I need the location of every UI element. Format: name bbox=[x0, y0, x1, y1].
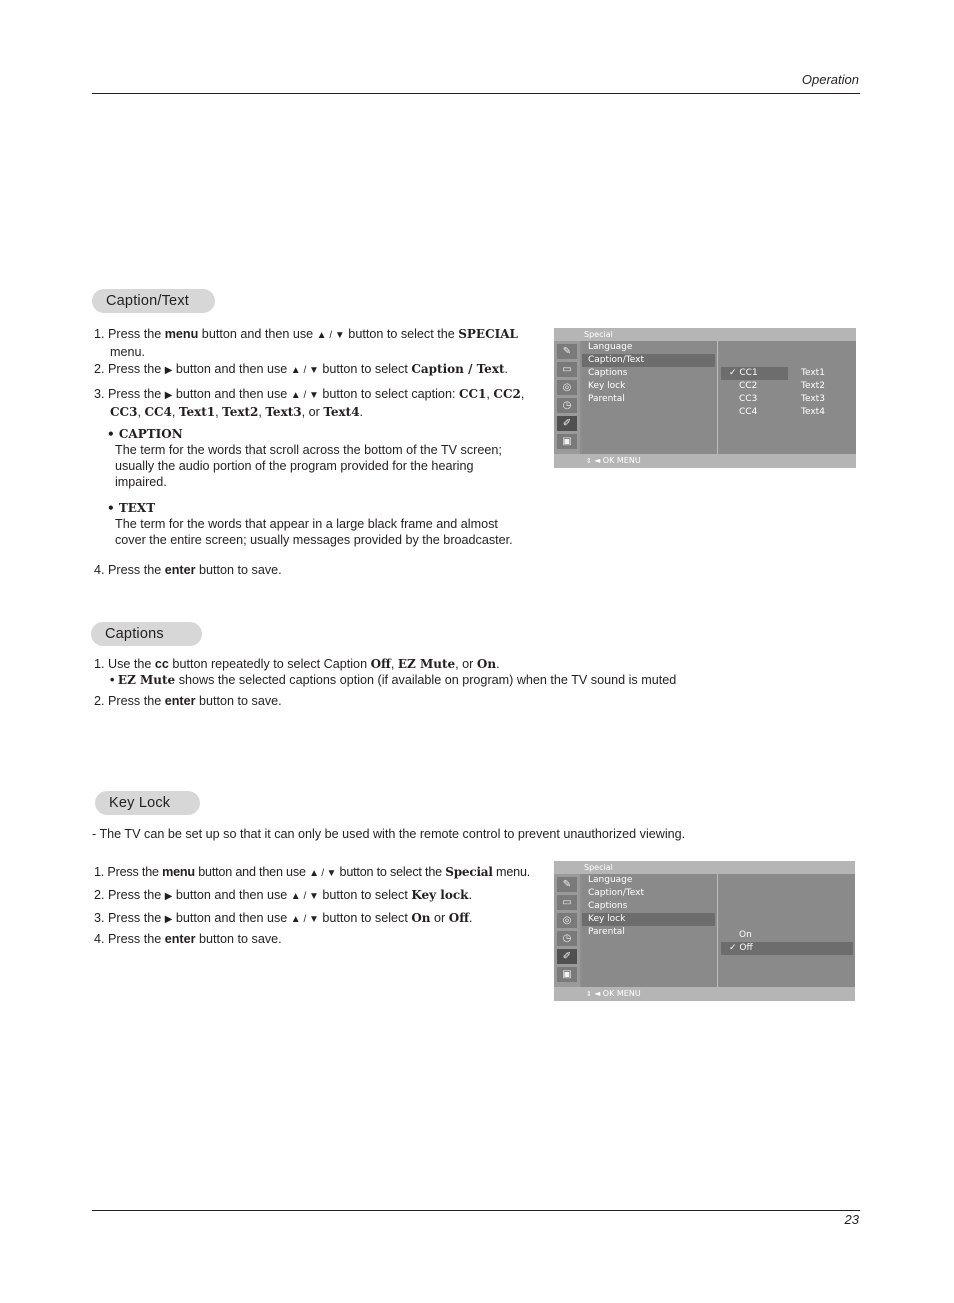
special-icon: ✐ bbox=[557, 949, 577, 964]
footer-rule bbox=[92, 1210, 860, 1211]
osd-menu-item: Captions bbox=[588, 368, 628, 378]
osd-option: Text2 bbox=[801, 381, 825, 391]
section-heading-captions: Captions bbox=[91, 622, 202, 646]
audio-icon: ◎ bbox=[557, 913, 577, 928]
osd-footer: ⇕ ◄ OK MENU bbox=[554, 987, 855, 1001]
osd-menu-list bbox=[582, 341, 718, 454]
updown-arrows-icon: ⇕ bbox=[586, 990, 595, 998]
osd-title: Special bbox=[554, 328, 856, 341]
osd-option: CC3 bbox=[739, 394, 758, 404]
osd-menu-item-selected: Caption/Text bbox=[582, 354, 715, 367]
key-lock-step-3: 3. Press the ▶ button and then use ▲ / ▼ button to select On or Off. bbox=[94, 911, 473, 925]
down-arrow-icon: ▼ bbox=[309, 365, 319, 376]
osd-options bbox=[719, 874, 855, 987]
osd-icon-column bbox=[554, 341, 580, 454]
section-heading-key-lock: Key Lock bbox=[95, 791, 200, 815]
key-lock-step-2: 2. Press the ▶ button and then use ▲ / ▼ button to select Key lock. bbox=[94, 888, 472, 902]
updown-arrows-icon: ⇕ bbox=[586, 457, 595, 465]
osd-option: On bbox=[739, 930, 752, 940]
key-lock-step-4: 4. Press the enter button to save. bbox=[94, 932, 282, 946]
osd-icon-column bbox=[554, 874, 580, 987]
osd-menu-item: Parental bbox=[588, 927, 625, 937]
osd-menu-item: Captions bbox=[588, 901, 628, 911]
osd-option: Text3 bbox=[801, 394, 825, 404]
captions-step-1: 1. Use the cc button repeatedly to select Caption Off, EZ Mute, or On. • EZ Mute shows the selected captions option (if available on program) when the TV sound is muted bbox=[94, 657, 677, 687]
up-arrow-icon: ▲ bbox=[316, 330, 327, 341]
up-arrow-icon: ▲ bbox=[290, 914, 301, 925]
osd-menu-item: Parental bbox=[588, 394, 625, 404]
down-arrow-icon: ▼ bbox=[326, 868, 337, 879]
up-arrow-icon: ▲ bbox=[290, 390, 301, 401]
osd-special-menu-caption-text bbox=[554, 328, 856, 468]
down-arrow-icon: ▼ bbox=[309, 891, 319, 902]
osd-option: Text1 bbox=[801, 368, 825, 378]
screen-icon: ▣ bbox=[557, 967, 577, 982]
caption-text-step-1: 1. Press the menu button and then use ▲ / ▼ button to select the SPECIAL menu. bbox=[94, 327, 518, 359]
caption-text-step-4: 4. Press the enter button to save. bbox=[94, 563, 282, 577]
down-arrow-icon: ▼ bbox=[334, 330, 345, 341]
osd-option-selected: ✓ Off bbox=[721, 942, 853, 955]
captions-step-2: 2. Press the enter button to save. bbox=[94, 694, 282, 708]
caption-text-step-3: 3. Press the ▶ button and then use ▲ / ▼ button to select caption: CC1, CC2, CC3, CC4, Text1, Text2, Text3, or Text4. bbox=[94, 387, 525, 419]
osd-special-menu-key-lock bbox=[554, 861, 855, 1001]
up-arrow-icon: ▲ bbox=[290, 365, 301, 376]
setup-icon: ✎ bbox=[557, 344, 577, 359]
running-header: Operation bbox=[801, 72, 859, 87]
up-arrow-icon: ▲ bbox=[290, 891, 301, 902]
key-lock-intro: - The TV can be set up so that it can only be used with the remote control to prevent unauthorized viewing. bbox=[92, 827, 686, 841]
osd-menu-item-selected: Key lock bbox=[582, 913, 715, 926]
screen-icon: ▣ bbox=[557, 434, 577, 449]
time-icon: ◷ bbox=[557, 931, 577, 946]
right-arrow-icon: ▶ bbox=[164, 365, 173, 376]
down-arrow-icon: ▼ bbox=[309, 390, 319, 401]
osd-menu-item: Language bbox=[588, 342, 633, 352]
setup-icon: ✎ bbox=[557, 877, 577, 892]
audio-icon: ◎ bbox=[557, 380, 577, 395]
caption-text-step-2: 2. Press the ▶ button and then use ▲ / ▼ button to select Caption / Text. bbox=[94, 362, 509, 376]
osd-option: CC2 bbox=[739, 381, 758, 391]
caption-definition: • CAPTION The term for the words that scroll across the bottom of the TV screen; usually the audio portion of the program provided for the hearing impaired. bbox=[107, 427, 502, 489]
osd-option-selected: ✓ CC1 bbox=[721, 367, 788, 380]
up-arrow-icon: ▲ bbox=[309, 868, 319, 879]
osd-footer: ⇕ ◄ OK MENU bbox=[554, 454, 856, 468]
osd-option: CC4 bbox=[739, 407, 758, 417]
osd-menu-list bbox=[582, 874, 718, 987]
video-icon: ▭ bbox=[557, 895, 577, 910]
key-lock-step-1: 1. Press the menu button and then use ▲ / ▼ button to select the Special menu. bbox=[94, 865, 531, 879]
video-icon: ▭ bbox=[557, 362, 577, 377]
header-rule bbox=[92, 93, 860, 94]
section-heading-caption-text: Caption/Text bbox=[92, 289, 215, 313]
text-definition: • TEXT The term for the words that appear in a large black frame and almost cover the entire screen; usually messages provided by the broadcaster. bbox=[107, 501, 513, 547]
time-icon: ◷ bbox=[557, 398, 577, 413]
osd-title: Special bbox=[554, 861, 855, 874]
page-number: 23 bbox=[844, 1212, 859, 1227]
osd-options bbox=[719, 341, 856, 454]
osd-menu-item: Language bbox=[588, 875, 633, 885]
right-arrow-icon: ▶ bbox=[164, 390, 173, 401]
osd-menu-item: Caption/Text bbox=[588, 888, 644, 898]
osd-menu-item: Key lock bbox=[588, 381, 626, 391]
right-arrow-icon: ▶ bbox=[164, 914, 173, 925]
osd-option: Text4 bbox=[801, 407, 825, 417]
right-arrow-icon: ▶ bbox=[164, 891, 173, 902]
special-icon: ✐ bbox=[557, 416, 577, 431]
down-arrow-icon: ▼ bbox=[309, 914, 319, 925]
